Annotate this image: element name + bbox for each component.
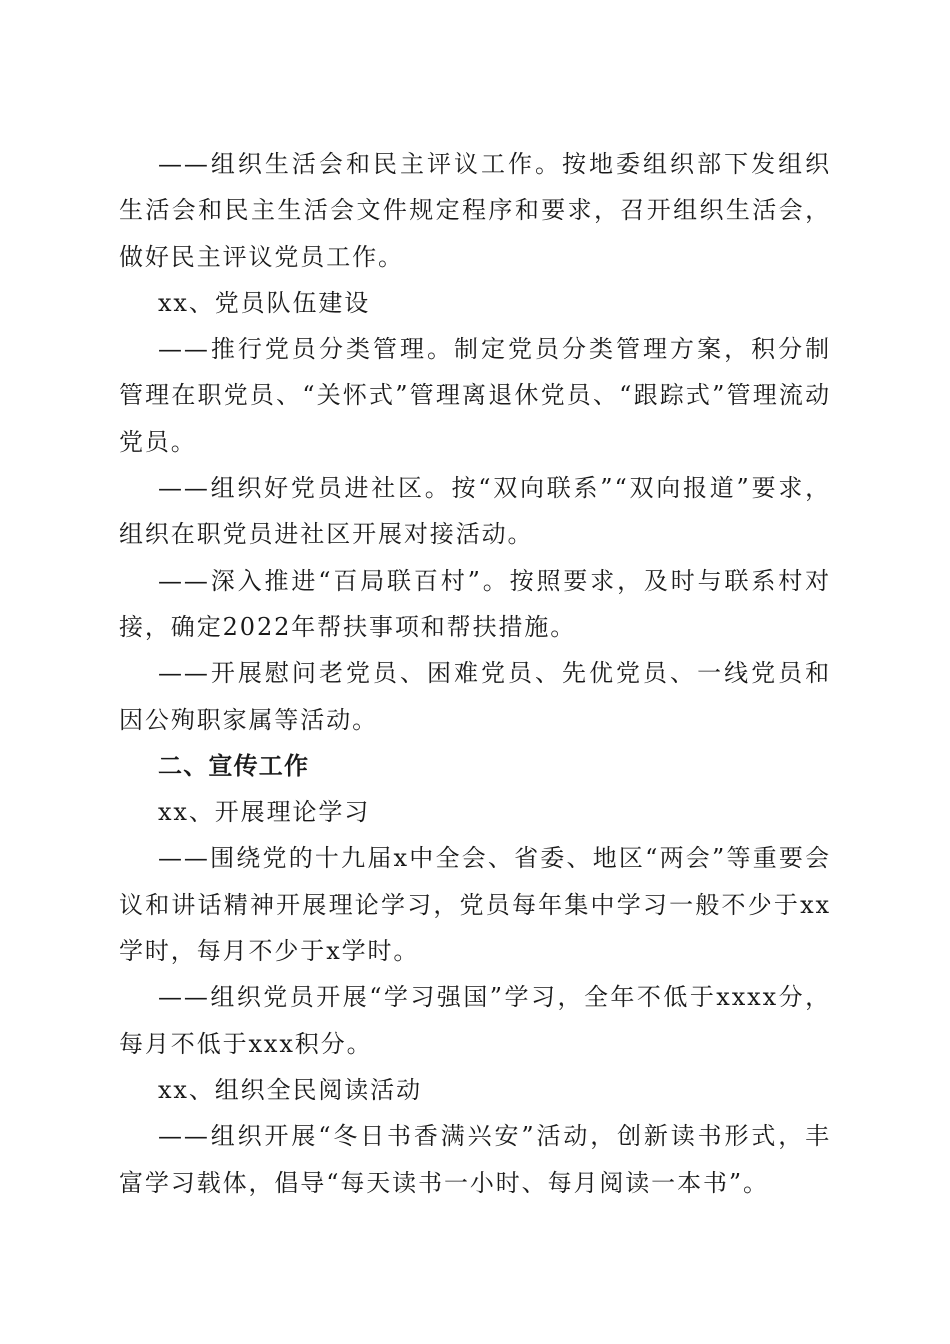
paragraph-org-life-meeting: ——组织生活会和民主评议工作。按地委组织部下发组织生活会和民主生活会文件规定程序和要求，召开组织生活会，做好民主评议党员工作。 <box>119 150 831 271</box>
paragraph-bureau-village: ——深入推进“百局联百村”。按照要求，及时与联系村对接，确定2022年帮扶事项和帮扶措施。 <box>119 566 831 641</box>
paragraph-community-entry: ——组织好党员进社区。按“双向联系”“双向报道”要求，组织在职党员进社区开展对接活动。 <box>119 474 831 549</box>
paragraph-theory-study: ——围绕党的十九届x中全会、省委、地区“两会”等重要会议和讲话精神开展理论学习，党员每年集中学习一般不少于xx学时，每月不少于x学时。 <box>119 844 831 966</box>
subheading-theory-study: xx、开展理论学习 <box>158 798 371 827</box>
paragraph-condolence-visits: ——开展慰问老党员、困难党员、先优党员、一线党员和因公殉职家属等活动。 <box>119 659 831 734</box>
paragraph-xuexi-qiangguo: ——组织党员开展“学习强国”学习，全年不低于xxxx分，每月不低于xxx积分。 <box>119 983 831 1058</box>
section-heading-publicity: 二、宣传工作 <box>158 751 310 780</box>
paragraph-classified-management: ——推行党员分类管理。制定党员分类管理方案，积分制管理在职党员、“关怀式”管理离退休党员、“跟踪式”管理流动党员。 <box>119 335 831 456</box>
document-body <box>119 141 831 1206</box>
subheading-reading-activity: xx、组织全民阅读活动 <box>158 1075 422 1104</box>
subheading-party-team: xx、党员队伍建设 <box>158 288 371 317</box>
paragraph-reading-activity: ——组织开展“冬日书香满兴安”活动，创新读书形式，丰富学习载体，倡导“每天读书一小时、每月阅读一本书”。 <box>119 1122 831 1197</box>
